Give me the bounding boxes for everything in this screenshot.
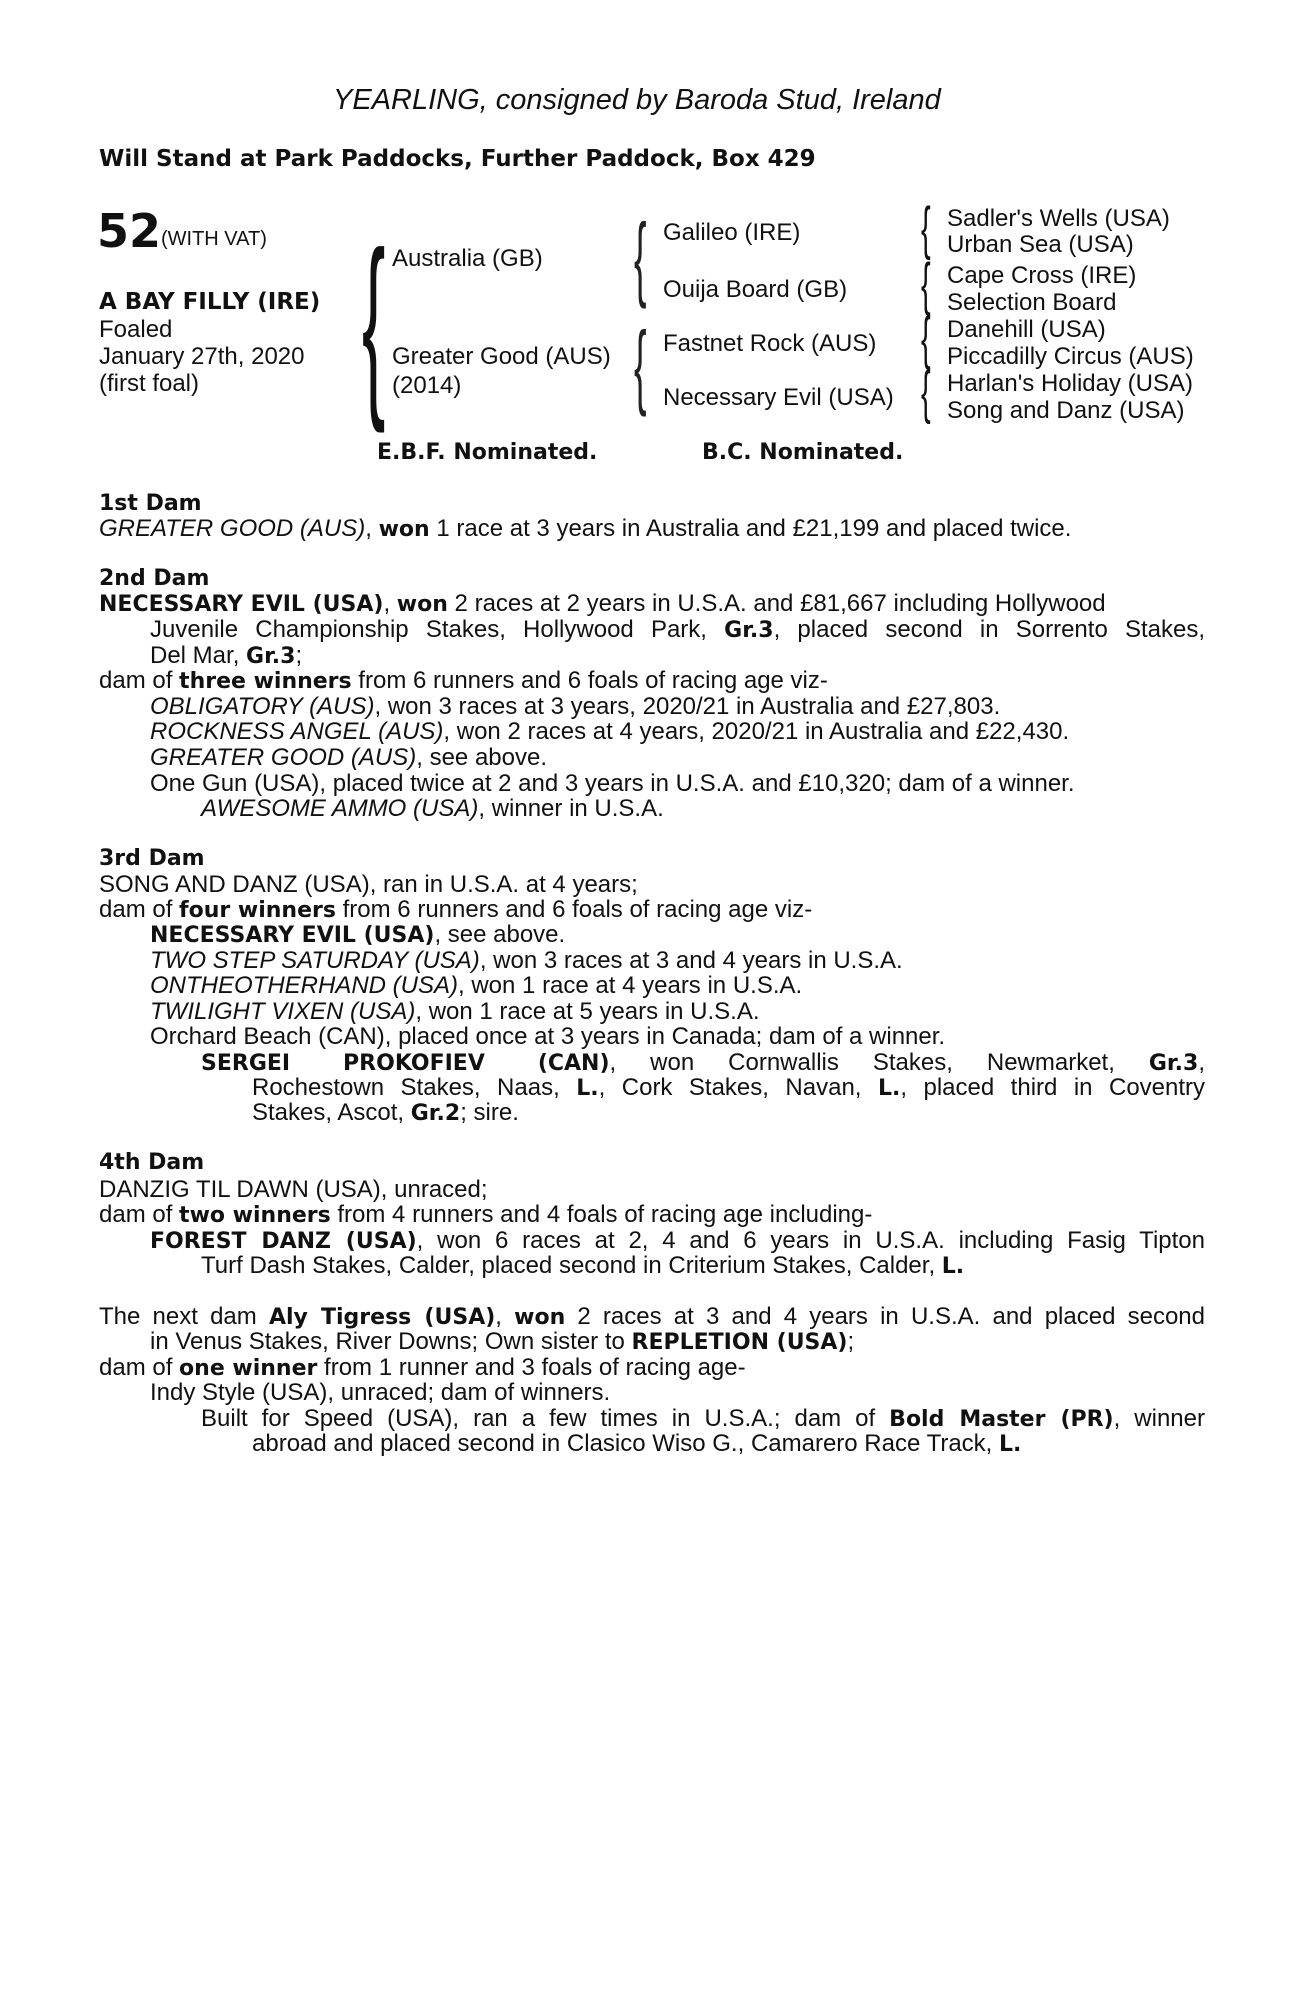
sergei-listed-1: L.: [576, 1076, 599, 1101]
sergei-line2-c: , placed third in Coventry: [900, 1074, 1206, 1101]
second-dam-line1-rest: 2 races at 2 years in U.S.A. and £81,667 including Hollywood: [447, 590, 1106, 617]
progeny-name: ONTHEOTHERHAND (USA): [150, 972, 459, 999]
pedigree-dam: Greater Good (AUS): [392, 343, 611, 370]
progeny-text: , won 3 races at 3 years, 2020/21 in Australia and £27,803.: [374, 693, 1001, 720]
third-dam-intro: SONG AND DANZ (USA), ran in U.S.A. at 4 years;: [99, 871, 638, 898]
progeny-name: GREATER GOOD (AUS): [150, 744, 417, 771]
one-gun-line: One Gun (USA), placed twice at 2 and 3 years in U.S.A. and £10,320; dam of a winner.: [150, 770, 1075, 797]
sergei-line3-text: Stakes, Ascot,: [252, 1099, 405, 1126]
progeny-row: [150, 744, 547, 772]
pedigree-brace-sire: {: [634, 204, 647, 309]
next-dam-sep: ,: [495, 1303, 515, 1330]
second-dam-dam-of-pre: dam of: [99, 667, 180, 694]
first-dam-won: won: [378, 517, 430, 542]
progeny-name: TWO STEP SATURDAY (USA): [150, 947, 480, 974]
second-dam-line2-end: , placed second in Sorrento Stakes,: [773, 616, 1206, 643]
pedigree-sire-dam: Ouija Board (GB): [663, 276, 848, 303]
repletion-name: REPLETION (USA): [631, 1330, 848, 1355]
second-dam-dam-of-post: from 6 runners and 6 foals of racing age viz-: [351, 667, 828, 694]
location-header: Will Stand at Park Paddocks, Further Paddock, Box 429: [99, 146, 816, 172]
second-dam-line1: NECESSARY EVIL (USA), won 2 races at 2 years in U.S.A. and £81,667 including Hollywood: [99, 590, 1106, 617]
pedigree-brace-g1: {: [921, 196, 931, 261]
second-dam-title: 2nd Dam: [99, 566, 210, 591]
progeny-text: , won 1 race at 5 years in U.S.A.: [415, 998, 760, 1025]
awesome-ammo-text: , winner in U.S.A.: [478, 795, 664, 822]
bc-nomination: B.C. Nominated.: [702, 440, 904, 465]
third-dam-dam-of-post: from 6 runners and 6 foals of racing age viz-: [335, 896, 813, 923]
sergei-line3: [252, 1099, 519, 1127]
foaled-label: Foaled: [99, 316, 173, 343]
ebf-nomination: E.B.F. Nominated.: [377, 440, 598, 465]
first-dam-name: GREATER GOOD (AUS): [99, 515, 366, 542]
indy-style-line: Indy Style (USA), unraced; dam of winners.: [150, 1379, 611, 1406]
sergei-listed-2: L.: [877, 1076, 901, 1101]
second-dam-name: NECESSARY EVIL (USA): [99, 592, 384, 617]
second-dam-winners: three winners: [179, 669, 352, 694]
first-dam-line: GREATER GOOD (AUS), won 1 race at 3 years in Australia and £21,199 and placed twice.: [99, 515, 1072, 542]
pedigree-sire-sire: Galileo (IRE): [663, 219, 801, 246]
progeny-name: OBLIGATORY (AUS): [150, 693, 375, 720]
pedigree-gen3-4: Selection Board: [947, 289, 1117, 316]
built-for-speed-a: Built for Speed (USA), ran a few times in U.S.A.; dam of: [201, 1405, 890, 1432]
vat-label: (WITH VAT): [161, 228, 267, 250]
sergei-line1-end: ,: [1198, 1049, 1205, 1076]
second-dam-line3: [150, 642, 302, 670]
second-dam-line3-end: ;: [295, 642, 303, 669]
progeny-name: ROCKNESS ANGEL (AUS): [150, 718, 444, 745]
next-dam-dam-of-pre: dam of: [99, 1354, 180, 1381]
foaled-date: January 27th, 2020: [99, 343, 305, 370]
awesome-ammo-line: [201, 795, 664, 823]
second-dam-gr3: Gr.3: [724, 618, 774, 643]
progeny-row: [150, 998, 760, 1026]
next-dam-line1: [99, 1303, 1205, 1331]
built-for-speed-line2-text: abroad and placed second in Clasico Wiso G., Camarero Race Track,: [252, 1430, 993, 1457]
pedigree-gen3-2: Urban Sea (USA): [947, 231, 1134, 258]
pedigree-brace-dam: {: [634, 312, 647, 417]
fourth-dam-title: 4th Dam: [99, 1150, 205, 1175]
progeny-row: [150, 693, 1000, 721]
third-dam-bold-text: , see above.: [434, 921, 566, 948]
next-dam-winners: one winner: [179, 1356, 318, 1381]
second-dam-won: won: [396, 592, 448, 617]
third-dam-necessary-evil: [150, 921, 565, 949]
pedigree-sire: Australia (GB): [392, 245, 543, 272]
pedigree-gen3-7: Harlan's Holiday (USA): [947, 370, 1193, 397]
sergei-line2: [252, 1074, 1205, 1102]
next-dam-line2-a: in Venus Stakes, River Downs; Own sister to: [150, 1328, 632, 1355]
first-dam-text: 1 race at 3 years in Australia and £21,199 and placed twice.: [429, 515, 1072, 542]
second-dam-line2-text: Juvenile Championship Stakes, Hollywood Park,: [150, 616, 707, 643]
pedigree-brace-g2: {: [921, 252, 931, 317]
next-dam-dam-of-post: from 1 runner and 3 foals of racing age-: [317, 1354, 746, 1381]
pedigree-brace-g3: {: [921, 306, 931, 371]
progeny-row: [150, 718, 1069, 746]
fourth-dam-dam-of: [99, 1201, 872, 1229]
pedigree-brace-main: {: [362, 211, 386, 434]
sergei-line1-text: , won Cornwallis Stakes, Newmarket,: [609, 1049, 1115, 1076]
sergei-gr2: Gr.2: [410, 1101, 461, 1126]
foal-note: (first foal): [99, 370, 200, 397]
sergei-gr3: Gr.3: [1148, 1051, 1199, 1076]
third-dam-title: 3rd Dam: [99, 846, 205, 871]
forest-danz-line1-text: , won 6 races at 2, 4 and 6 years in U.S.A. including Fasig Tipton: [416, 1227, 1205, 1254]
pedigree-dam-year: (2014): [392, 372, 462, 399]
awesome-ammo-name: AWESOME AMMO (USA): [201, 795, 479, 822]
pedigree-gen3-8: Song and Danz (USA): [947, 397, 1185, 424]
pedigree-dam-dam: Necessary Evil (USA): [663, 384, 894, 411]
pedigree-dam-sire: Fastnet Rock (AUS): [663, 330, 877, 357]
forest-danz-line2: [201, 1252, 964, 1280]
progeny-row: [150, 972, 802, 1000]
fourth-dam-dam-of-post: from 4 runners and 4 foals of racing age including-: [330, 1201, 873, 1228]
forest-danz-line1: [150, 1227, 1205, 1255]
lot-name: A BAY FILLY (IRE): [99, 289, 321, 315]
second-dam-dam-of: [99, 667, 828, 695]
consignment-header: YEARLING, consigned by Baroda Stud, Ireland: [333, 84, 941, 116]
second-dam-line2: [150, 616, 1205, 644]
next-dam-won: won: [514, 1305, 566, 1330]
progeny-text: , see above.: [416, 744, 548, 771]
lot-number: 52: [97, 204, 162, 258]
third-dam-dam-of-pre: dam of: [99, 896, 180, 923]
next-dam-line1-rest: 2 races at 3 and 4 years in U.S.A. and placed second: [565, 1303, 1205, 1330]
sergei-line3-end: ; sire.: [460, 1099, 519, 1126]
forest-danz-listed: L.: [941, 1254, 965, 1279]
forest-danz-line2-text: Turf Dash Stakes, Calder, placed second in Criterium Stakes, Calder,: [201, 1252, 936, 1279]
sergei-name: SERGEI PROKOFIEV (CAN): [201, 1051, 610, 1076]
second-dam-line3-text: Del Mar,: [150, 642, 240, 669]
next-dam-line2-end: ;: [847, 1328, 855, 1355]
next-dam-pre: The next dam: [99, 1303, 269, 1330]
progeny-row: [150, 947, 903, 975]
next-dam-line2: [150, 1328, 854, 1356]
built-for-speed-b: , winner: [1113, 1405, 1205, 1432]
progeny-text: , won 1 race at 4 years in U.S.A.: [458, 972, 803, 999]
third-dam-winners: four winners: [179, 898, 336, 923]
bold-master-name: Bold Master (PR): [889, 1407, 1114, 1432]
first-dam-title: 1st Dam: [99, 491, 202, 516]
sergei-line2-a: Rochestown Stakes, Naas,: [252, 1074, 560, 1101]
third-dam-bold-name: NECESSARY EVIL (USA): [150, 923, 435, 948]
pedigree-gen3-6: Piccadilly Circus (AUS): [947, 343, 1194, 370]
second-dam-line3-gr3: Gr.3: [246, 644, 296, 669]
sergei-line1: [201, 1049, 1205, 1077]
progeny-name: TWILIGHT VIXEN (USA): [150, 998, 416, 1025]
forest-danz-name: FOREST DANZ (USA): [150, 1229, 417, 1254]
sergei-line2-b: , Cork Stakes, Navan,: [598, 1074, 862, 1101]
pedigree-gen3-1: Sadler's Wells (USA): [947, 205, 1170, 232]
fourth-dam-intro: DANZIG TIL DAWN (USA), unraced;: [99, 1176, 488, 1203]
built-for-speed-line2: [252, 1430, 1021, 1458]
next-dam-name: Aly Tigress (USA): [268, 1305, 496, 1330]
fourth-dam-dam-of-pre: dam of: [99, 1201, 180, 1228]
built-for-speed-line1: [201, 1405, 1205, 1433]
pedigree-gen3-3: Cape Cross (IRE): [947, 262, 1137, 289]
third-dam-dam-of: [99, 896, 812, 924]
progeny-text: , won 2 races at 4 years, 2020/21 in Australia and £22,430.: [443, 718, 1070, 745]
fourth-dam-winners: two winners: [179, 1203, 331, 1228]
pedigree-gen3-5: Danehill (USA): [947, 316, 1106, 343]
pedigree-brace-g4: {: [921, 360, 931, 425]
orchard-beach-line: Orchard Beach (CAN), placed once at 3 years in Canada; dam of a winner.: [150, 1023, 946, 1050]
next-dam-dam-of: [99, 1354, 746, 1382]
built-for-speed-listed: L.: [999, 1432, 1022, 1457]
progeny-text: , won 3 races at 3 and 4 years in U.S.A.: [479, 947, 903, 974]
